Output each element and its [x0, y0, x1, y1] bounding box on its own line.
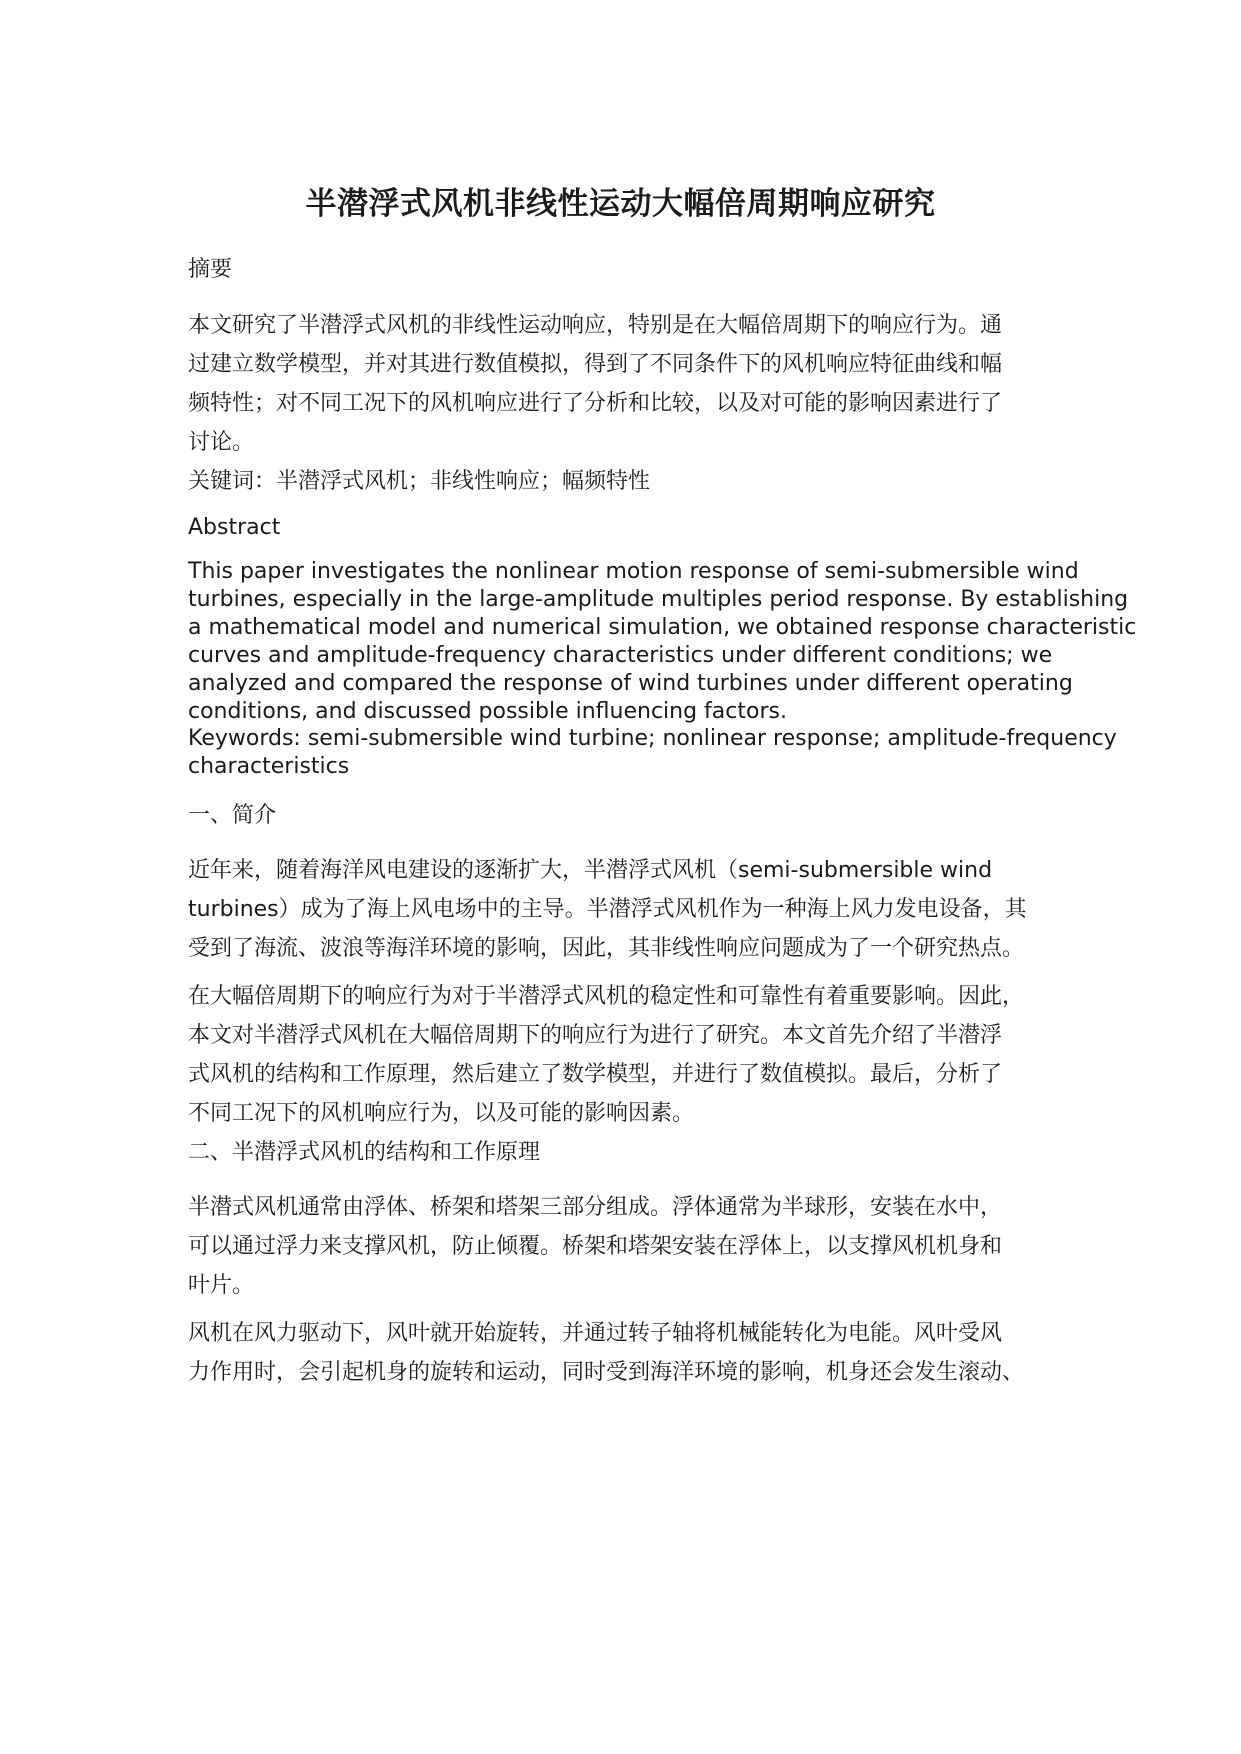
section2-p1-line: 可以通过浮力来支撑风机，防止倾覆。桥架和塔架安装在浮体上，以支撑风机机身和 — [188, 1234, 1003, 1259]
abstract-en-line: curves and amplitude-frequency characteristics under different conditions; we — [188, 643, 1053, 668]
abstract-en-line: conditions, and discussed possible influencing factors. — [188, 699, 787, 724]
keywords-en-line: characteristics — [188, 754, 350, 779]
section1-p1-line: 受到了海流、波浪等海洋环境的影响，因此，其非线性响应问题成为了一个研究热点。 — [188, 936, 1025, 961]
section1-paragraph-1 — [188, 851, 1078, 968]
abstract-zh — [188, 306, 1078, 462]
section2-paragraph-2 — [188, 1314, 1078, 1392]
section2-p2-line: 风机在风力驱动下，风叶就开始旋转，并通过转子轴将机械能转化为电能。风叶受风 — [188, 1321, 1003, 1346]
section2-p2-line: 力作用时，会引起机身的旋转和运动，同时受到海洋环境的影响，机身还会发生滚动、 — [188, 1360, 1025, 1385]
section2-p1-line: 半潜式风机通常由浮体、桥架和塔架三部分组成。浮体通常为半球形，安装在水中， — [188, 1195, 1003, 1220]
section1-p1-line: 近年来，随着海洋风电建设的逐渐扩大，半潜浮式风机（semi-submersible wind — [188, 858, 993, 883]
section1-p1-line: turbines）成为了海上风电场中的主导。半潜浮式风机作为一种海上风力发电设备，其 — [188, 897, 1027, 922]
section1-p2-line: 不同工况下的风机响应行为，以及可能的影响因素。 — [188, 1101, 695, 1126]
abstract-en — [188, 558, 1137, 726]
abstract-zh-line: 过建立数学模型，并对其进行数值模拟，得到了不同条件下的风机响应特征曲线和幅 — [188, 352, 1003, 377]
abstract-en-line: turbines, especially in the large-amplitude multiples period response. By establishing — [188, 587, 1129, 612]
section1-heading: 一、简介 — [188, 803, 277, 828]
abstract-en-heading: Abstract — [188, 515, 281, 540]
abstract-en-line: This paper investigates the nonlinear motion response of semi-submersible wind — [188, 559, 1079, 584]
abstract-zh-line: 本文研究了半潜浮式风机的非线性运动响应，特别是在大幅倍周期下的响应行为。通 — [188, 313, 1003, 338]
abstract-en-line: a mathematical model and numerical simulation, we obtained response characteristic — [188, 615, 1137, 640]
section2-paragraph-1 — [188, 1188, 1078, 1305]
section2-heading: 二、半潜浮式风机的结构和工作原理 — [188, 1140, 541, 1165]
keywords-en-line: Keywords: semi-submersible wind turbine; nonlinear response; amplitude-frequency — [188, 726, 1117, 751]
abstract-zh-line: 频特性；对不同工况下的风机响应进行了分析和比较，以及对可能的影响因素进行了 — [188, 391, 1003, 416]
section1-p2-line: 在大幅倍周期下的响应行为对于半潜浮式风机的稳定性和可靠性有着重要影响。因此， — [188, 984, 1025, 1009]
keywords-en — [188, 725, 1117, 781]
section1-p2-line: 式风机的结构和工作原理，然后建立了数学模型，并进行了数值模拟。最后，分析了 — [188, 1062, 1003, 1087]
abstract-heading: 摘要 — [188, 257, 233, 282]
section1-p2-line: 本文对半潜浮式风机在大幅倍周期下的响应行为进行了研究。本文首先介绍了半潜浮 — [188, 1023, 1003, 1048]
section2-p1-line: 叶片。 — [188, 1273, 255, 1298]
section1-paragraph-2 — [188, 977, 1078, 1133]
keywords-zh: 关键词：半潜浮式风机；非线性响应；幅频特性 — [188, 469, 651, 494]
abstract-en-line: analyzed and compared the response of wind turbines under different operating — [188, 671, 1073, 696]
abstract-zh-line: 讨论。 — [188, 430, 255, 455]
paper-title: 半潜浮式风机非线性运动大幅倍周期响应研究 — [305, 186, 936, 222]
